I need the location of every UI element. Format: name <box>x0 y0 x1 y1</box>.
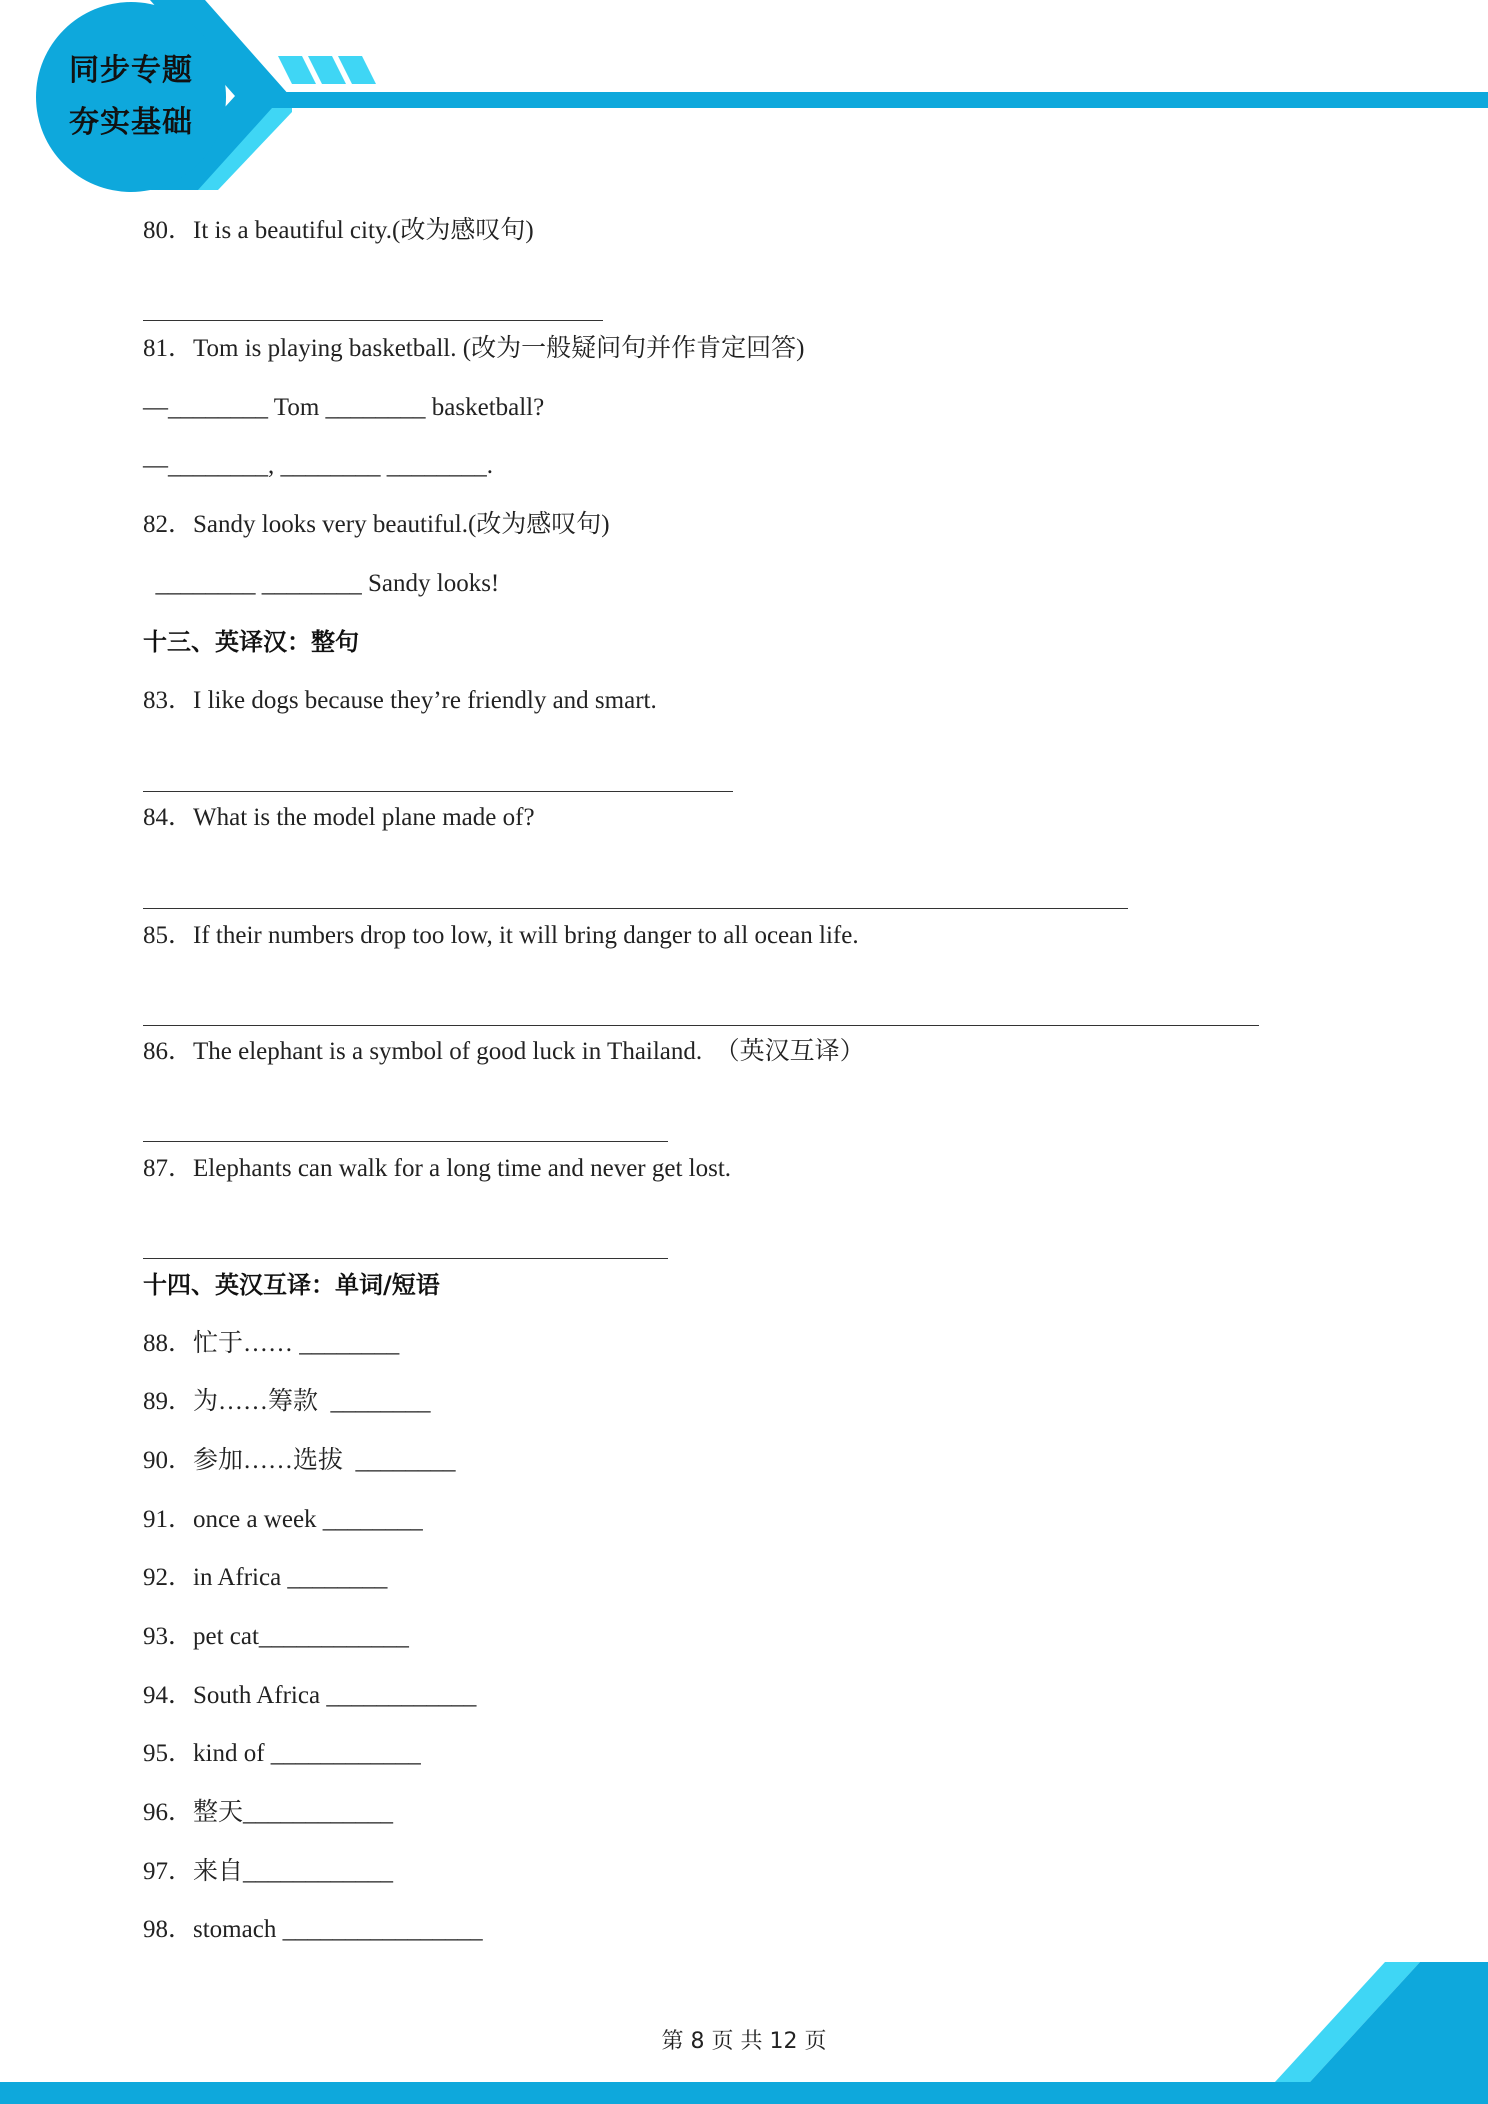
question-line: 82．Sandy looks very beautiful.(改为感叹句) <box>143 511 610 538</box>
question-line: —________, ________ ________. <box>143 452 493 479</box>
header-bar <box>270 92 1488 108</box>
question-line: 86．The elephant is a symbol of good luck in Thailand. （英汉互译） <box>143 1038 865 1065</box>
question-line: 90．参加……选拔 ________ <box>143 1447 456 1474</box>
answer-blank-line[interactable] <box>143 791 733 792</box>
question-line: 93．pet cat____________ <box>143 1623 409 1650</box>
question-line: 84．What is the model plane made of? <box>143 804 535 831</box>
footer-bar <box>0 2082 1488 2104</box>
answer-blank-line[interactable] <box>143 1025 1259 1026</box>
question-line: 88．忙于…… ________ <box>143 1330 400 1357</box>
question-line: —________ Tom ________ basketball? <box>143 394 545 421</box>
answer-blank-line[interactable] <box>143 1141 668 1142</box>
section-heading: 十三、英译汉：整句 <box>143 628 359 656</box>
question-line: ________ ________ Sandy looks! <box>143 570 500 597</box>
question-line: 81．Tom is playing basketball. (改为一般疑问句并作肯定回答) <box>143 335 805 362</box>
question-line: 95．kind of ____________ <box>143 1740 421 1767</box>
answer-blank-line[interactable] <box>143 908 1128 909</box>
question-line: 92．in Africa ________ <box>143 1564 388 1591</box>
question-line: 80．It is a beautiful city.(改为感叹句) <box>143 217 534 244</box>
question-line: 98．stomach ________________ <box>143 1916 483 1943</box>
question-line: 96．整天____________ <box>143 1799 394 1826</box>
question-line: 94．South Africa ____________ <box>143 1682 477 1709</box>
question-line: 89．为……筹款 ________ <box>143 1388 431 1415</box>
answer-blank-line[interactable] <box>143 320 603 321</box>
answer-blank-line[interactable] <box>143 1258 668 1259</box>
question-line: 83．I like dogs because they’re friendly and smart. <box>143 687 657 714</box>
question-line: 87．Elephants can walk for a long time and never get lost. <box>143 1155 732 1182</box>
badge-line-1: 同步专题 <box>69 53 193 88</box>
question-line: 91．once a week ________ <box>143 1506 423 1533</box>
header-badge <box>36 2 226 192</box>
badge-line-2: 夯实基础 <box>69 105 193 140</box>
page-number: 第 8 页 共 12 页 <box>661 2029 827 2054</box>
question-line: 85．If their numbers drop too low, it will bring danger to all ocean life. <box>143 922 859 949</box>
section-heading: 十四、英汉互译：单词/短语 <box>143 1271 440 1299</box>
question-line: 97．来自____________ <box>143 1858 394 1885</box>
